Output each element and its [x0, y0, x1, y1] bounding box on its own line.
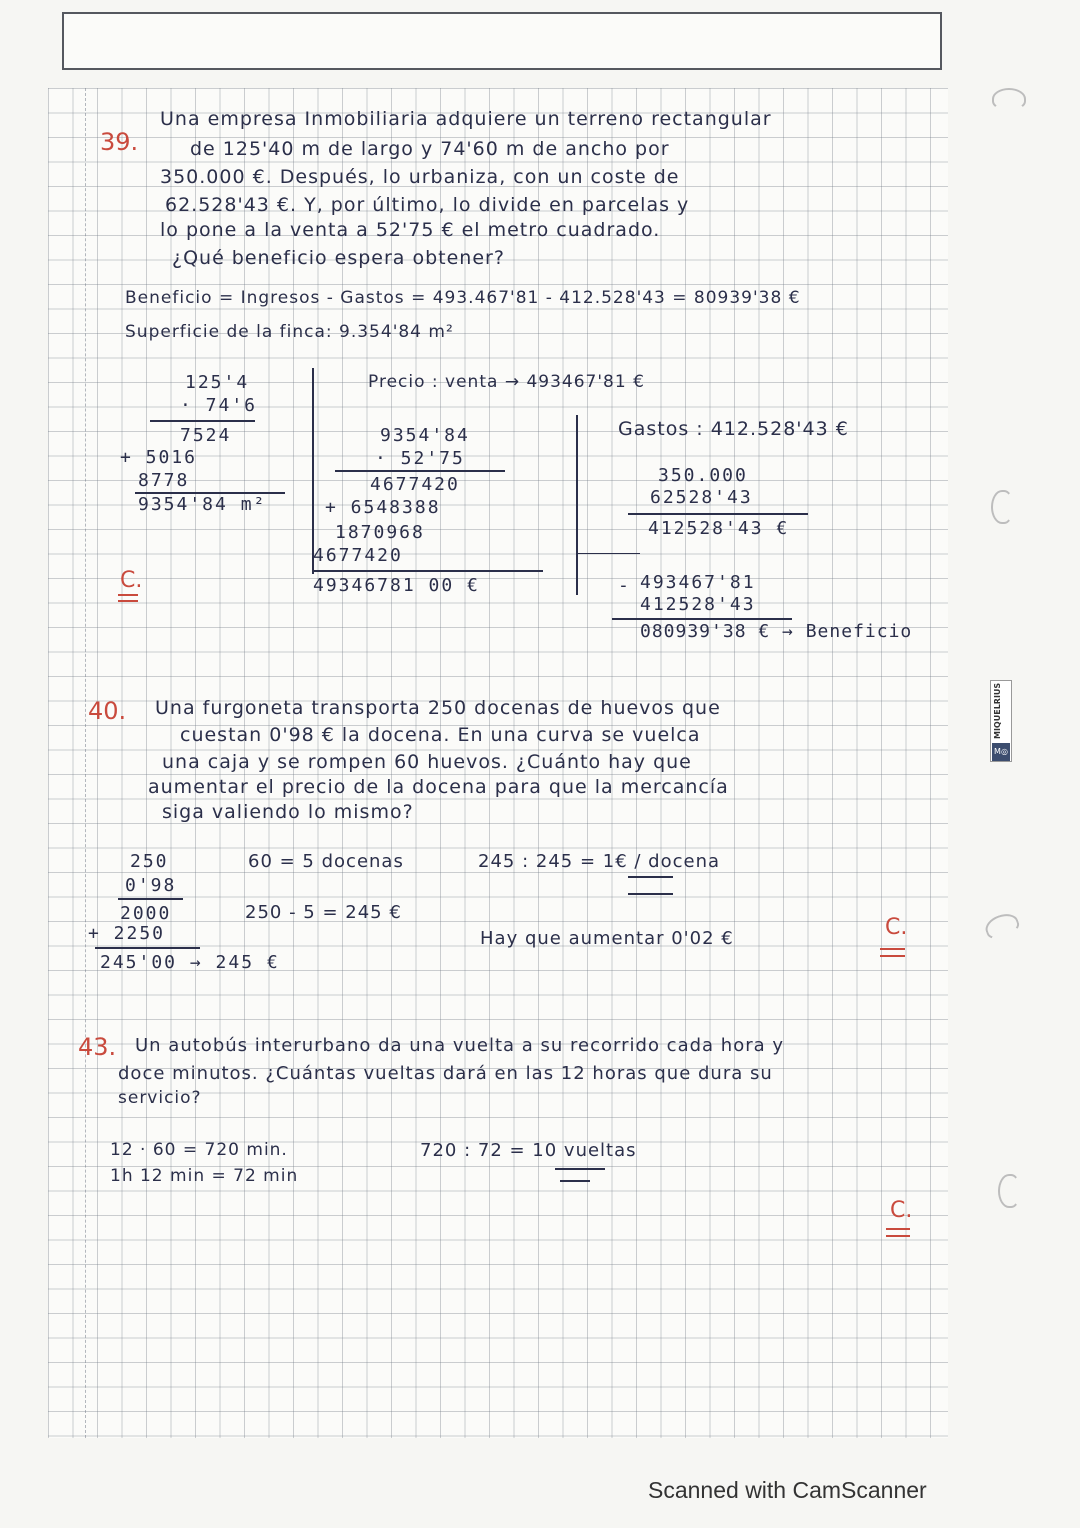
- superficie-line: Superficie de la finca: 9.354'84 m²: [125, 322, 454, 342]
- problem-43-statement-line: doce minutos. ¿Cuántas vueltas dará en las 12 horas que dura su: [118, 1063, 773, 1084]
- check-mark: C.: [890, 1198, 913, 1223]
- mult-precio-row: 49346781 00 €: [313, 575, 480, 596]
- result-underline: [555, 1168, 605, 1170]
- problem-40-statement-line: siga valiendo lo mismo?: [162, 801, 414, 823]
- binder-ring-icon: [998, 1174, 1020, 1208]
- result-underline: [628, 876, 673, 878]
- sum-gastos-row: 62528'43: [650, 487, 753, 508]
- column-divider: [312, 368, 314, 574]
- sum-gastos-row: 350.000: [658, 465, 748, 486]
- column-divider: [576, 415, 578, 595]
- sum-rule: [612, 618, 792, 620]
- problem-39-number: 39.: [100, 128, 139, 156]
- sum-rule: [313, 570, 543, 572]
- brand-logo-icon: M◎: [992, 743, 1010, 761]
- mult-40-row: 245'00 → 245 €: [100, 952, 280, 973]
- sum-rule: [628, 513, 808, 515]
- mult-precio-row: + 6548388: [325, 497, 441, 518]
- column-divider: [578, 553, 640, 554]
- resta-row: 493467'81: [640, 572, 756, 593]
- binder-ring-icon: [982, 910, 1021, 942]
- problem-43-statement-line: Un autobús interurbano da una vuelta a su recorrido cada hora y: [135, 1035, 785, 1056]
- result-underline: [560, 1180, 590, 1182]
- docenas-line: 60 = 5 docenas: [248, 851, 404, 872]
- mult-area-row: 8778: [138, 470, 190, 491]
- problem-43-statement-line: servicio?: [118, 1088, 202, 1108]
- problem-40-statement-line: aumentar el precio de la docena para que la mercancía: [148, 776, 729, 798]
- sum-rule: [335, 470, 505, 472]
- mult-precio-row: 9354'84: [380, 425, 470, 446]
- problem-43-line: 1h 12 min = 72 min: [110, 1166, 299, 1186]
- resta-40-line: 250 - 5 = 245 €: [245, 902, 402, 923]
- problem-39-statement-line: ¿Qué beneficio espera obtener?: [172, 247, 505, 269]
- mult-area-row: · 74'6: [180, 395, 258, 416]
- sum-gastos-row: 412528'43 €: [648, 518, 790, 539]
- mult-area-row: 125'4: [185, 372, 250, 393]
- mult-area-row: 9354'84 m²: [138, 494, 267, 515]
- sum-rule: [118, 898, 183, 900]
- margin-line: [85, 88, 86, 1438]
- mult-area-row: 7524: [180, 425, 232, 446]
- mult-40-row: 250: [130, 851, 169, 872]
- problem-40-statement-line: cuestan 0'98 € la docena. En una curva se vuelca: [180, 724, 701, 746]
- problem-43-number: 43.: [78, 1033, 117, 1061]
- binder-ring-icon: [991, 490, 1013, 524]
- problem-39-statement-line: 62.528'43 €. Y, por último, lo divide en parcelas y: [165, 194, 690, 216]
- mult-precio-row: 1870968: [335, 522, 425, 543]
- problem-39-statement-line: lo pone a la venta a 52'75 € el metro cuadrado.: [160, 219, 661, 241]
- sum-rule: [95, 947, 200, 949]
- conclusion-40: Hay que aumentar 0'02 €: [480, 928, 734, 949]
- problem-39-statement-line: de 125'40 m de largo y 74'60 m de ancho por: [190, 138, 670, 160]
- division-40-line: 245 : 245 = 1€ / docena: [478, 851, 721, 872]
- problem-43-line: 12 · 60 = 720 min.: [110, 1140, 288, 1160]
- check-mark: C.: [885, 915, 908, 940]
- check-underline: [118, 594, 138, 596]
- sum-rule: [150, 420, 255, 422]
- beneficio-line: Beneficio = Ingresos - Gastos = 493.467'81 - 412.528'43 = 80939'38 €: [125, 288, 801, 308]
- check-underline: [886, 1228, 910, 1230]
- problem-40-statement-line: una caja y se rompen 60 huevos. ¿Cuánto hay que: [162, 751, 692, 773]
- problem-43-result: 720 : 72 = 10 vueltas: [420, 1140, 637, 1161]
- binder-ring-icon: [992, 88, 1026, 110]
- scanner-watermark: Scanned with CamScanner: [648, 1477, 927, 1503]
- problem-39-statement-line: 350.000 €. Después, lo urbaniza, con un coste de: [160, 166, 680, 188]
- check-underline: [886, 1235, 910, 1237]
- mult-area-row: + 5016: [120, 447, 198, 468]
- mult-40-row: 2000: [120, 903, 172, 924]
- mult-40-row: 0'98: [125, 875, 177, 896]
- notebook-brand-tag: [990, 680, 1012, 762]
- mult-precio-row: 4677420: [313, 545, 403, 566]
- problem-40-number: 40.: [88, 697, 127, 725]
- header-box: [62, 12, 942, 70]
- mult-precio-row: 4677420: [370, 474, 460, 495]
- result-underline: [628, 893, 673, 895]
- minus-sign: -: [618, 575, 631, 596]
- check-underline: [118, 600, 138, 602]
- mult-40-row: + 2250: [88, 923, 166, 944]
- brand-name: MIQUELRIUS: [993, 682, 1002, 739]
- problem-39-statement-line: Una empresa Inmobiliaria adquiere un terreno rectangular: [160, 108, 772, 130]
- gastos-label: Gastos : 412.528'43 €: [618, 418, 849, 440]
- check-underline: [880, 955, 905, 957]
- resta-row: 080939'38 € → Beneficio: [640, 621, 913, 642]
- check-mark: C.: [120, 568, 143, 593]
- precio-label: Precio : venta → 493467'81 €: [368, 372, 645, 392]
- mult-precio-row: · 52'75: [375, 448, 465, 469]
- resta-row: 412528'43: [640, 594, 756, 615]
- check-underline: [880, 948, 905, 950]
- problem-40-statement-line: Una furgoneta transporta 250 docenas de huevos que: [155, 697, 721, 719]
